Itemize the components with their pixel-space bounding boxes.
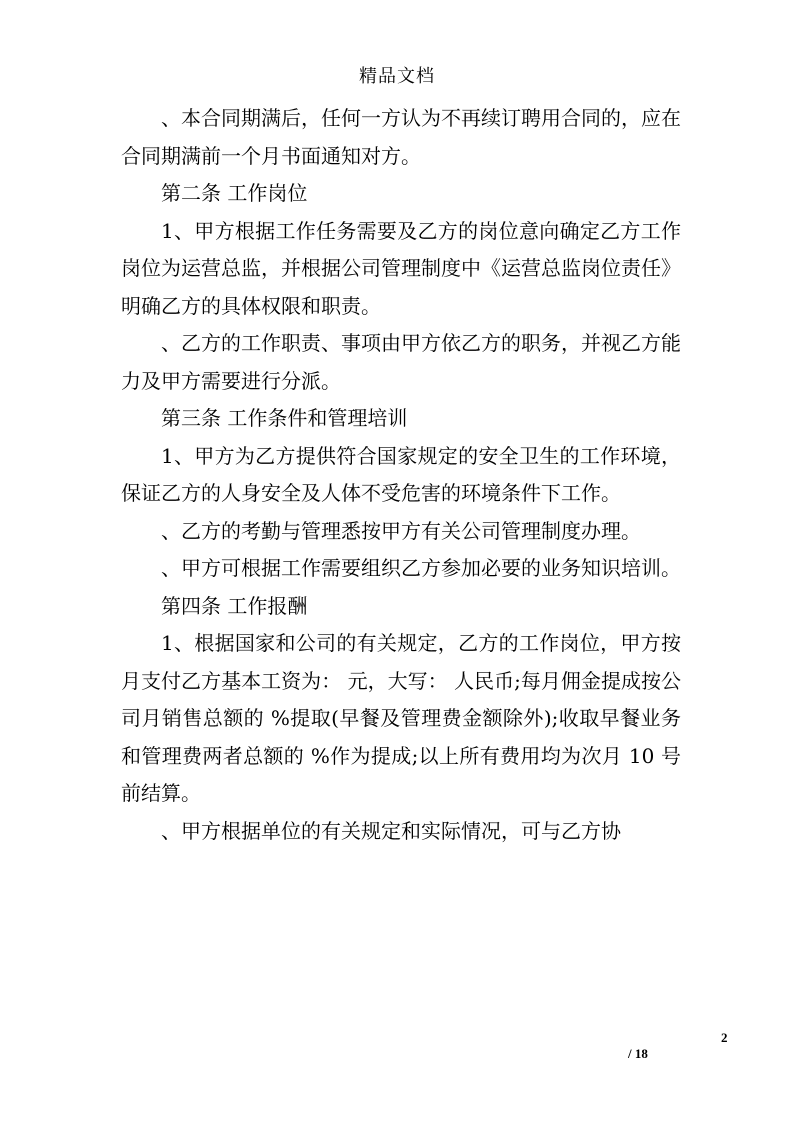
page-header-title: 精品文档	[359, 66, 435, 87]
page-number: 2	[721, 1030, 728, 1045]
paragraph: 1、根据国家和公司的有关规定，乙方的工作岗位，甲方按月支付乙方基本工资为： 元，大写： 人民币;每月佣金提成按公司月销售总额的 %提取(早餐及管理费金额除外);收取早餐业务和管理费两者总额的 %作为提成;以上所有费用均为次月 10 号前结算。	[121, 631, 681, 805]
paragraph: 1、甲方为乙方提供符合国家规定的安全卫生的工作环境，保证乙方的人身安全及人体不受危害的环境条件下工作。	[121, 443, 681, 505]
page-total: / 18	[628, 1046, 648, 1061]
document-body	[121, 100, 681, 850]
paragraph: 、本合同期满后，任何一方认为不再续订聘用合同的，应在合同期满前一个月书面通知对方。	[121, 106, 681, 168]
paragraph: 1、甲方根据工作任务需要及乙方的岗位意向确定乙方工作岗位为运营总监，并根据公司管理制度中《运营总监岗位责任》明确乙方的具体权限和职责。	[121, 218, 681, 318]
paragraph: 、乙方的工作职责、事项由甲方依乙方的职务，并视乙方能力及甲方需要进行分派。	[121, 331, 681, 393]
paragraph: 、乙方的考勤与管理悉按甲方有关公司管理制度办理。	[161, 518, 641, 543]
section-heading: 第四条 工作报酬	[161, 593, 308, 618]
section-heading: 第三条 工作条件和管理培训	[161, 406, 408, 430]
section-heading: 第二条 工作岗位	[161, 181, 308, 205]
paragraph: 、甲方可根据工作需要组织乙方参加必要的业务知识培训。	[161, 556, 681, 580]
paragraph: 、甲方根据单位的有关规定和实际情况，可与乙方协	[161, 818, 621, 843]
